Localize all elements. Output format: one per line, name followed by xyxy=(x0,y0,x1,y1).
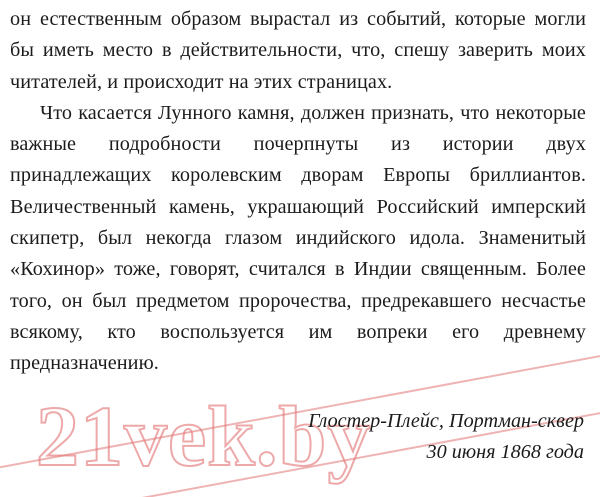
page-body xyxy=(10,4,586,380)
paragraph-moonstone: Что касается Лунного камня, должен признать, что некоторые важные подробности почерпнуты из истории двух принадлежащих королевским дворам Европы бриллиантов. Величественный камень, украшающий Российский имперский скипетр, был некогда глазом индийского идола. Знаменитый «Кохинор» тоже, говорят, считался в Индии священным. Более того, он был предметом пророчества, предрекавшего несчастье всякому, кто воспользуется им вопреки его древнему предназначению. xyxy=(10,101,586,375)
signature-date: 30 июня 1868 года xyxy=(426,441,584,464)
watermark-text: 21vek.by xyxy=(36,388,372,484)
signature-block xyxy=(10,406,586,469)
signature-place: Глостер-Плейс, Портман-сквер xyxy=(308,409,584,432)
paragraph-continued: он естественным образом вырастал из событий, которые могли бы иметь место в действительности, что, спешу заверить моих читателей, и происходит на этих страницах. xyxy=(10,8,586,93)
